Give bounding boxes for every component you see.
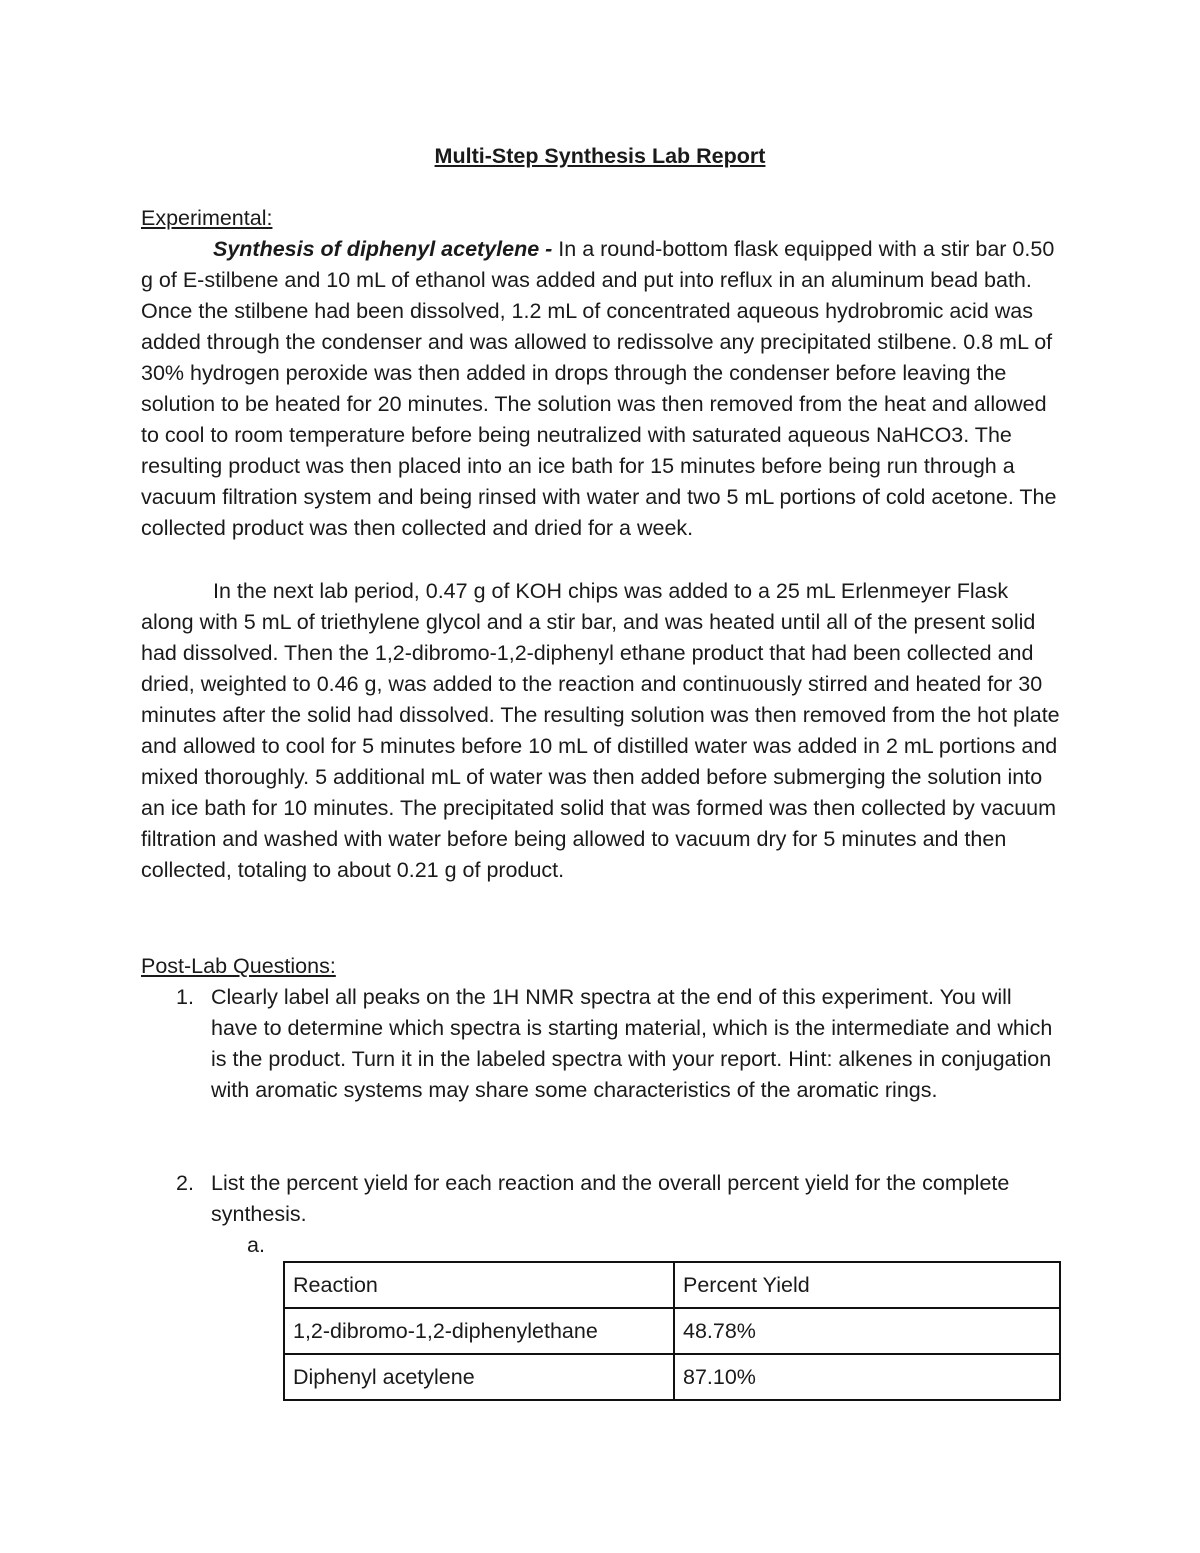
table-cell-reaction: 1,2-dibromo-1,2-diphenylethane: [284, 1308, 674, 1354]
document-title: Multi-Step Synthesis Lab Report: [434, 144, 766, 168]
experimental-paragraph-1: [141, 234, 1066, 544]
table-cell-reaction: Diphenyl acetylene: [284, 1354, 674, 1400]
post-lab-heading: Post-Lab Questions:: [141, 954, 336, 978]
experimental-paragraph-1-text: In a round-bottom flask equipped with a stir bar 0.50 g of E-stilbene and 10 mL of ethanol was added and put into reflux in an aluminum bead bath. Once the stilbene had been dissolved, 1.2 mL of concentrated aqueous hydrobromic acid was added through the condenser and was allowed to redissolve any precipitated stilbene. 0.8 mL of 30% hydrogen peroxide was then added in drops through the condenser before leaving the solution to be heated for 20 minutes. The solution was then removed from the heat and allowed to cool to room temperature before being neutralized with saturated aqueous NaHCO3. The resulting product was then placed into an ice bath for 15 minutes before being run through a vacuum filtration system and being rinsed with water and two 5 mL portions of cold acetone. The collected product was then collected and dried for a week.: [141, 237, 1057, 540]
question-1-number: 1.: [176, 985, 194, 1009]
question-2-text: List the percent yield for each reaction and the overall percent yield for the complete synthesis.: [211, 1171, 1010, 1226]
question-2-number: 2.: [176, 1171, 194, 1195]
table-row: [284, 1308, 1060, 1354]
experimental-subheading: Synthesis of diphenyl acetylene -: [213, 237, 553, 261]
question-1-text: Clearly label all peaks on the 1H NMR spectra at the end of this experiment. You will have to determine which spectra is starting material, which is the intermediate and which is the product. Turn it in the labeled spectra with your report. Hint: alkenes in conjugation with aromatic systems may share some characteristics of the aromatic rings.: [211, 985, 1053, 1102]
table-row: [284, 1354, 1060, 1400]
percent-yield-table: [283, 1261, 1061, 1401]
experimental-paragraph-2: In the next lab period, 0.47 g of KOH chips was added to a 25 mL Erlenmeyer Flask along with 5 mL of triethylene glycol and a stir bar, and was heated until all of the present solid had dissolved. Then the 1,2-dibromo-1,2-diphenyl ethane product that had been collected and dried, weighted to 0.46 g, was added to the reaction and continuously stirred and heated for 30 minutes after the solid had dissolved. The resulting solution was then removed from the hot plate and allowed to cool for 5 minutes before 10 mL of distilled water was added in 2 mL portions and mixed thoroughly. 5 additional mL of water was then added before submerging the solution into an ice bath for 10 minutes. The precipitated solid that was formed was then collected by vacuum filtration and washed with water before being allowed to vacuum dry for 5 minutes and then collected, totaling to about 0.21 g of product.: [141, 579, 1060, 882]
table-header-reaction: Reaction: [284, 1262, 674, 1308]
question-2-sub-label: a.: [247, 1233, 265, 1257]
experimental-heading: Experimental:: [141, 206, 273, 230]
table-cell-percent-yield: 87.10%: [674, 1354, 1060, 1400]
table-cell-percent-yield: 48.78%: [674, 1308, 1060, 1354]
table-header-percent-yield: Percent Yield: [674, 1262, 1060, 1308]
table-header-row: [284, 1262, 1060, 1308]
